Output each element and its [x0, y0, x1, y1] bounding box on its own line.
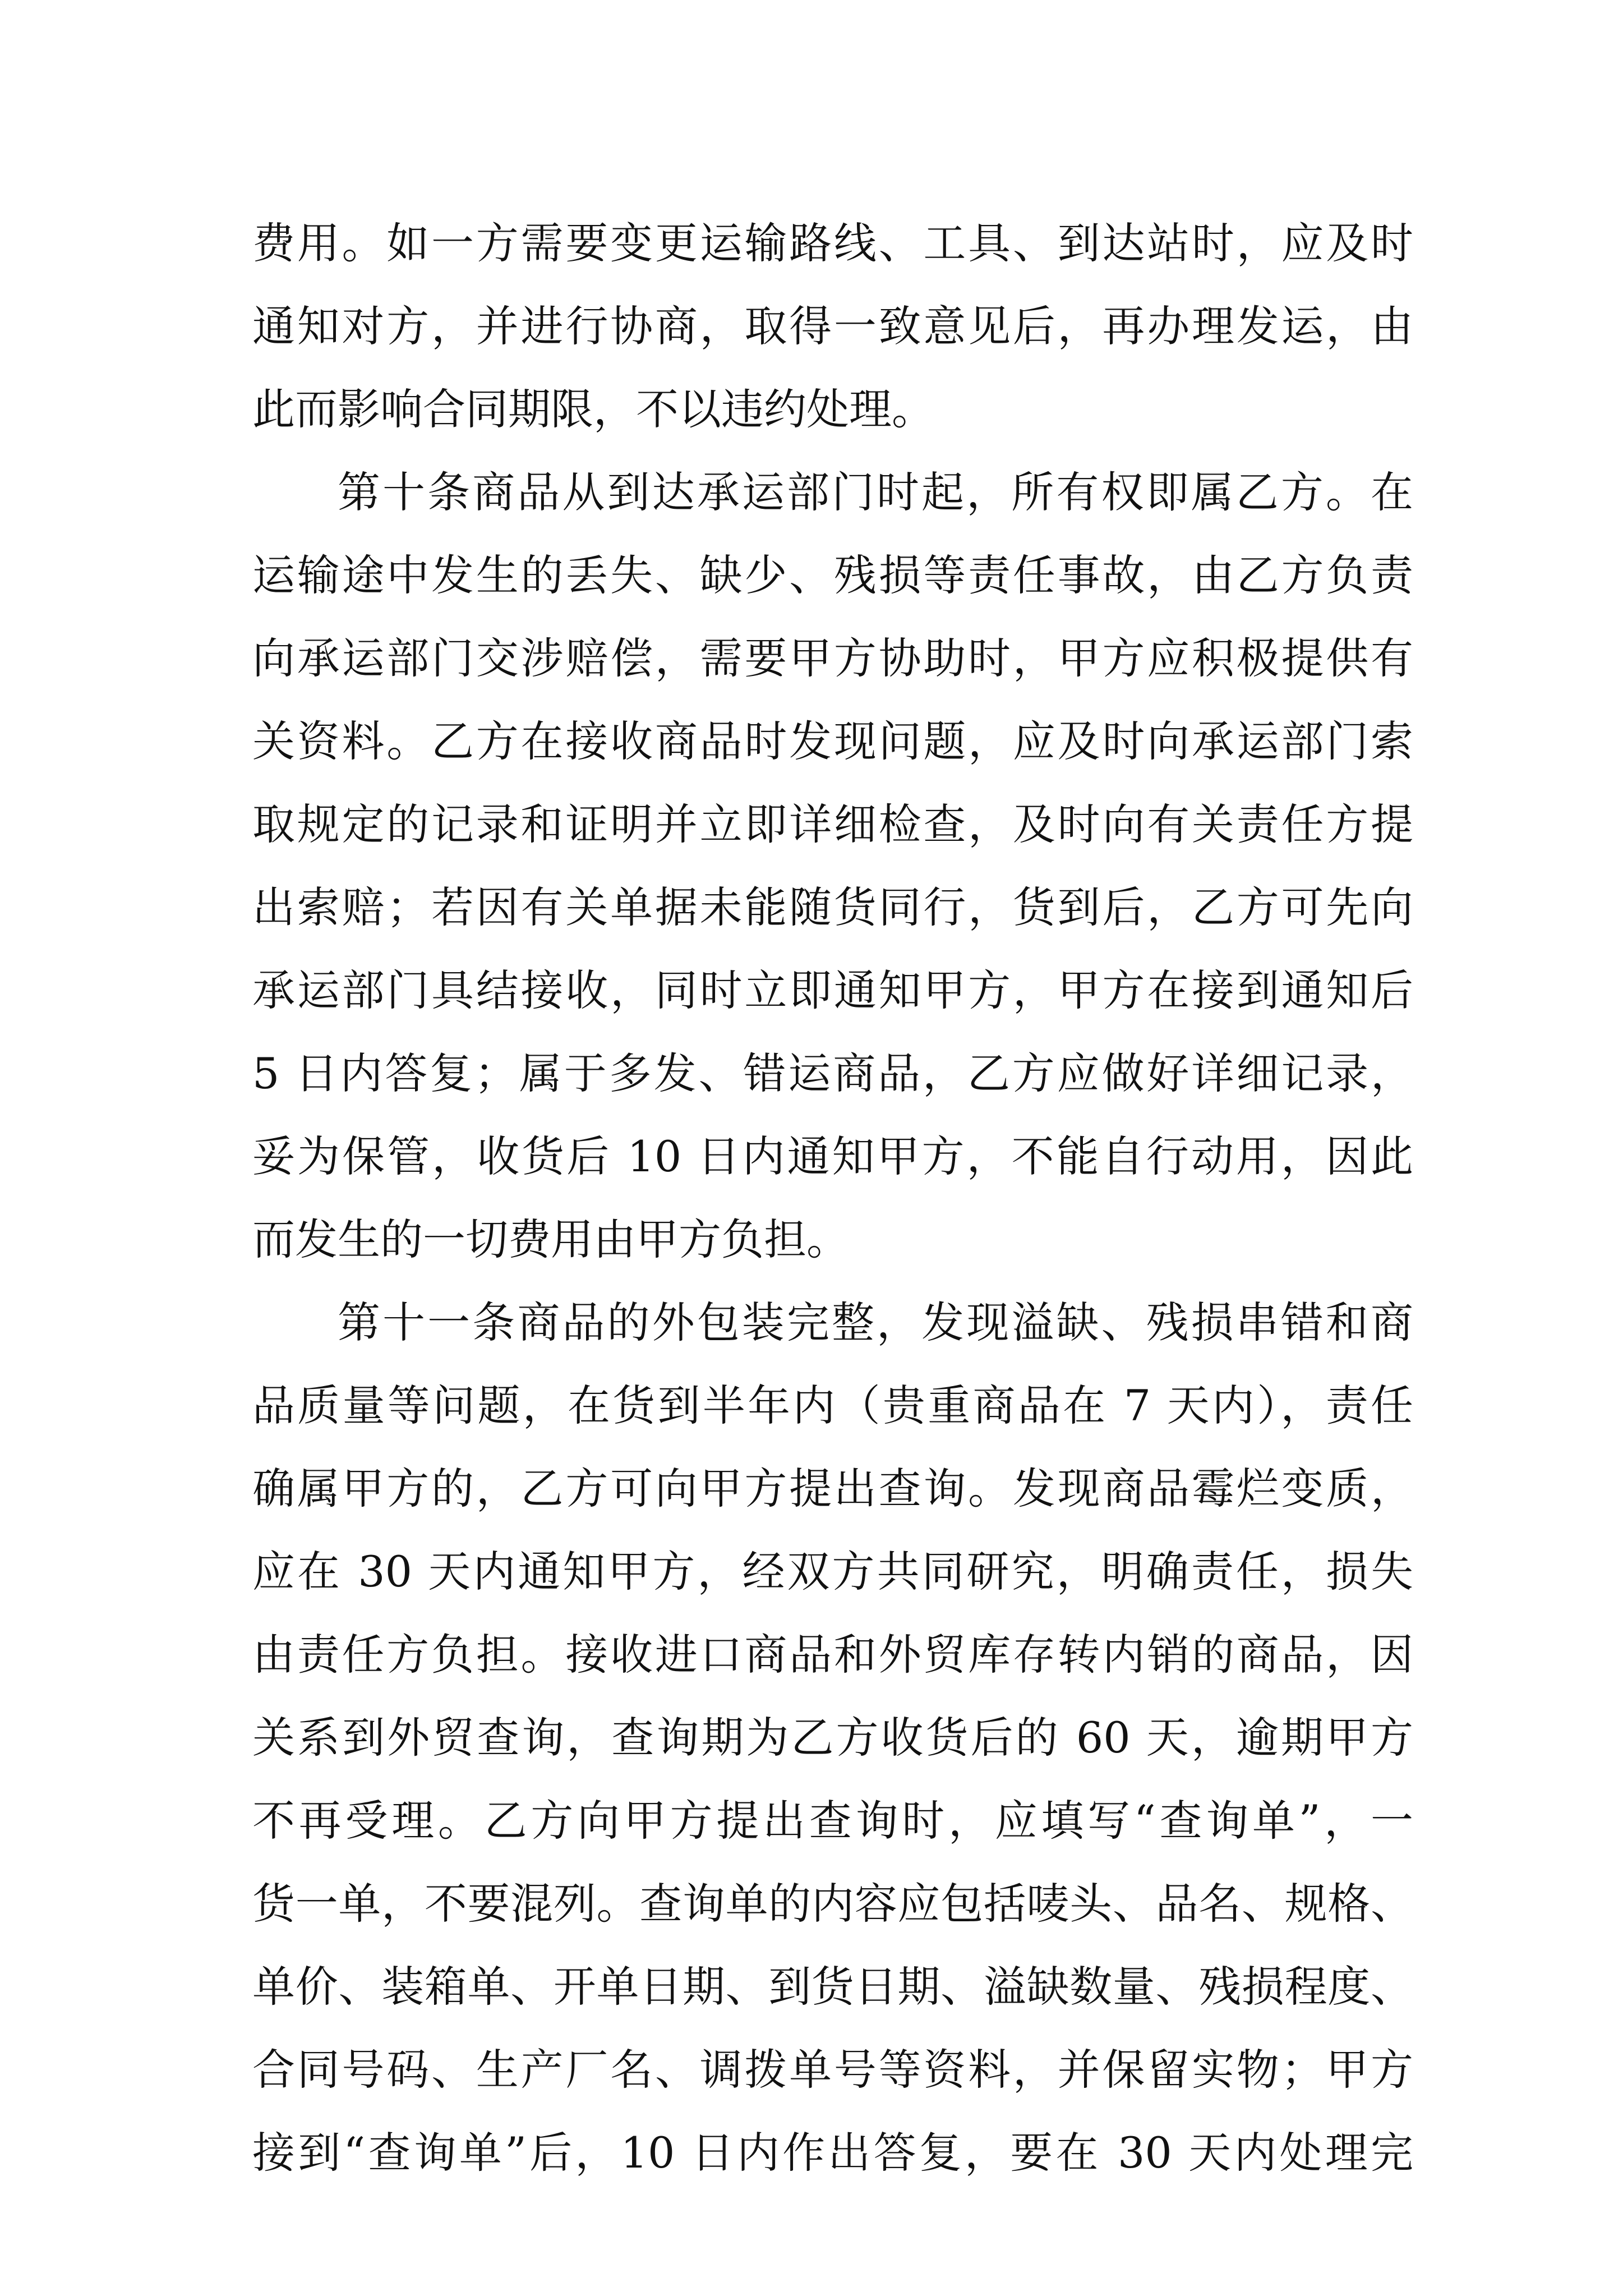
text-line: 通知对方，并进行协商，取得一致意见后，再办理发运，由	[252, 301, 1413, 351]
text-line: 货一单，不要混列。查询单的内容应包括唛头、品名、规格、	[252, 1879, 1413, 1929]
text-line: 取规定的记录和证明并立即详细检查，及时向有关责任方提	[252, 799, 1413, 849]
text-line: 而发生的一切费用由甲方负担。	[252, 1214, 849, 1264]
text-line: 接到“查询单”后，10 日内作出答复，要在 30 天内处理完	[252, 2128, 1413, 2178]
paragraph-article-11	[252, 1281, 1413, 2194]
text-line: 费用。如一方需要变更运输路线、工具、到达站时，应及时	[252, 218, 1413, 268]
text-line: 单价、装箱单、开单日期、到货日期、溢缺数量、残损程度、	[252, 1962, 1413, 2012]
text-line: 5 日内答复；属于多发、错运商品，乙方应做好详细记录，	[252, 1048, 1413, 1098]
text-line: 品质量等问题，在货到半年内（贵重商品在 7 天内），责任	[252, 1381, 1413, 1430]
text-line: 运输途中发生的丢失、缺少、残损等责任事故，由乙方负责	[252, 550, 1413, 600]
text-line: 向承运部门交涉赔偿，需要甲方协助时，甲方应积极提供有	[252, 633, 1413, 683]
text-line: 第十一条商品的外包装完整，发现溢缺、残损串错和商	[338, 1297, 1413, 1347]
text-line: 第十条商品从到达承运部门时起，所有权即属乙方。在	[338, 467, 1413, 517]
text-line: 不再受理。乙方向甲方提出查询时，应填写“查询单”，一	[252, 1796, 1413, 1846]
text-line: 此而影响合同期限，不以违约处理。	[252, 384, 934, 434]
text-line: 关系到外贸查询，查询期为乙方收货后的 60 天，逾期甲方	[252, 1713, 1413, 1763]
paragraph-article-10	[252, 451, 1413, 1281]
text-line: 由责任方负担。接收进口商品和外贸库存转内销的商品，因	[252, 1630, 1413, 1680]
text-line: 妥为保管，收货后 10 日内通知甲方，不能自行动用，因此	[252, 1131, 1413, 1181]
paragraph-1	[252, 202, 1413, 451]
text-line: 承运部门具结接收，同时立即通知甲方，甲方在接到通知后	[252, 965, 1413, 1015]
text-line: 合同号码、生产厂名、调拨单号等资料，并保留实物；甲方	[252, 2045, 1413, 2095]
text-line: 应在 30 天内通知甲方，经双方共同研究，明确责任，损失	[252, 1547, 1413, 1596]
text-line: 确属甲方的，乙方可向甲方提出查询。发现商品霉烂变质，	[252, 1464, 1413, 1513]
document-body	[252, 202, 1413, 2194]
text-line: 关资料。乙方在接收商品时发现问题，应及时向承运部门索	[252, 716, 1413, 766]
text-line: 出索赔；若因有关单据未能随货同行，货到后，乙方可先向	[252, 882, 1413, 932]
